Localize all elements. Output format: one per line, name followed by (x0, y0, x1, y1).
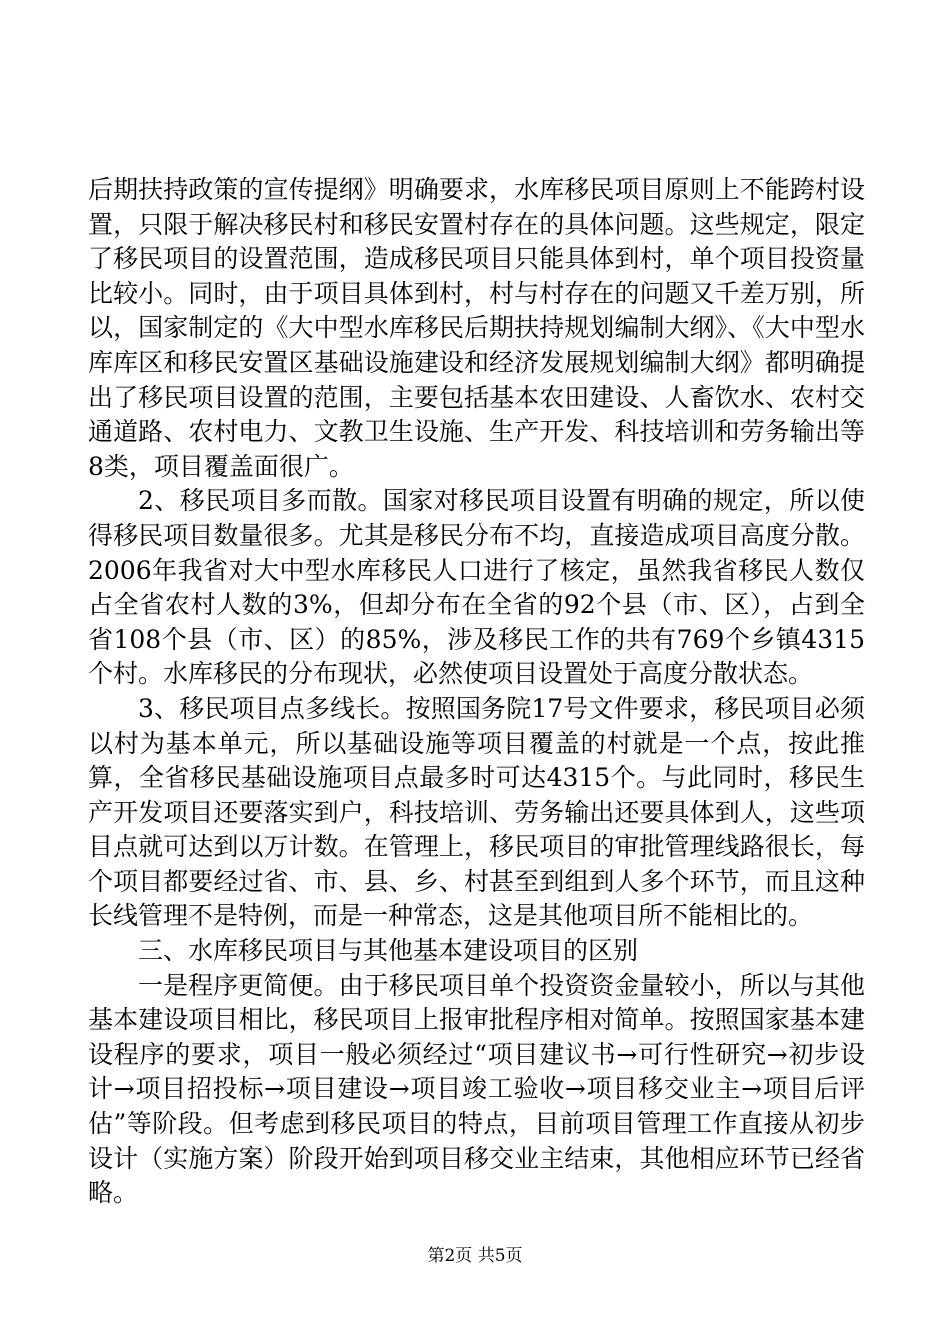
page-number-footer: 第2页 共5页 (427, 1246, 523, 1266)
document-body (88, 173, 865, 1211)
paragraph-item-3: 3、移民项目点多线长。按照国务院17号文件要求，移民项目必须以村为基本单元，所以基础设施等项目覆盖的村就是一个点，按此推算，全省移民基础设施项目点最多时可达4315个。与此同时，移民生产开发项目还要落实到户，科技培训、劳务输出还要具体到人，这些项目点就可达到以万计数。在管理上，移民项目的审批管理线路很长，每个项目都要经过省、市、县、乡、村甚至到组到人多个环节，而且这种长线管理不是特例，而是一种常态，这是其他项目所不能相比的。 (88, 693, 865, 931)
paragraph-item-2: 2、移民项目多而散。国家对移民项目设置有明确的规定，所以使得移民项目数量很多。尤其是移民分布不均，直接造成项目高度分散。2006年我省对大中型水库移民人口进行了核定，虽然我省移民人数仅占全省农村人数的3%，但却分布在全省的92个县（市、区），占到全省108个县（市、区）的85%，涉及移民工作的共有769个乡镇4315个村。水库移民的分布现状，必然使项目设置处于高度分散状态。 (88, 486, 865, 689)
paragraph-procedure: 一是程序更简便。由于移民项目单个投资资金量较小，所以与其他基本建设项目相比，移民项目上报审批程序相对简单。按照国家基本建设程序的要求，项目一般必须经过“项目建议书→可行性研究→初步设计→项目招投标→项目建设→项目竣工验收→项目移交业主→项目后评估”等阶段。但考虑到移民项目的特点，目前项目管理工作直接从初步设计（实施方案）阶段开始到项目移交业主结束，其他相应环节已经省略。 (88, 970, 865, 1208)
section-heading: 三、水库移民项目与其他基本建设项目的区别 (138, 936, 639, 966)
paragraph-continuation: 后期扶持政策的宣传提纲》明确要求，水库移民项目原则上不能跨村设置，只限于解决移民村和移民安置村存在的具体问题。这些规定，限定了移民项目的设置范围，造成移民项目只能具体到村，单个项目投资量比较小。同时，由于项目具体到村，村与村存在的问题又千差万别，所以，国家制定的《大中型水库移民后期扶持规划编制大纲》、《大中型水库库区和移民安置区基础设施建设和经济发展规划编制大纲》都明确提出了移民项目设置的范围，主要包括基本农田建设、人畜饮水、农村交通道路、农村电力、文教卫生设施、生产开发、科技培训和劳务输出等8类，项目覆盖面很广。 (88, 175, 865, 481)
